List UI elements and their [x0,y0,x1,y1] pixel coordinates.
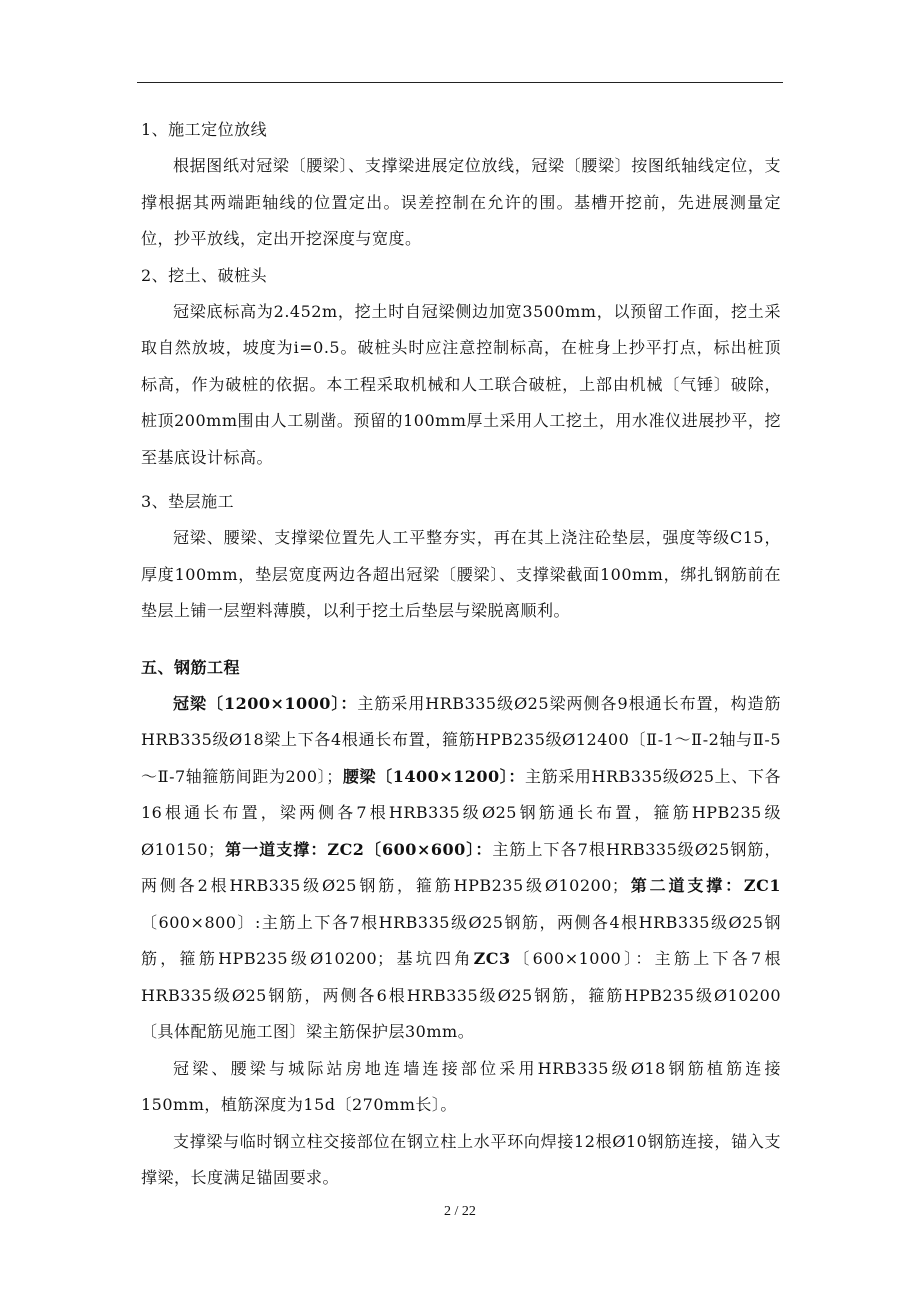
bold-term: ZC3 [473,949,511,968]
section-heading: 2、挖土、破桩头 [141,265,268,285]
bold-term: 第二道支撑：ZC1 [628,876,781,895]
paragraph: 支撑梁与临时钢立柱交接部位在钢立柱上水平环向焊接12根Ø10钢筋连接，锚入支撑梁，长度满足锚固要求。 [141,1131,781,1187]
header-rule [137,82,783,83]
text-run: 主筋上下各7根HRB335级Ø25钢筋，两侧各2根HRB335级Ø25钢筋，箍筋HPB235级Ø10200； [141,839,781,895]
paragraph: 根据图纸对冠梁〔腰梁〕、支撑梁进展定位放线，冠梁〔腰梁〕按图纸轴线定位，支撑根据其两端距轴线的位置定出。误差控制在允许的围。基槽开挖前，先进展测量定位，抄平放线，定出开挖深度与宽度。 [141,156,781,248]
paragraph: 冠梁、腰梁、支撑梁位置先人工平整夯实，再在其上浇注砼垫层，强度等级C15，厚度100mm，垫层宽度两边各超出冠梁〔腰梁〕、支撑梁截面100mm，绑扎钢筋前在垫层上铺一层塑料薄膜，以利于挖土后垫层与梁脱离顺利。 [141,528,781,620]
section-heading: 3、垫层施工 [141,492,235,511]
chapter-heading: 五、钢筋工程 [141,657,241,677]
bold-term: 第一道支撑：ZC2〔600×600〕： [224,839,493,859]
section-heading: 1、施工定位放线 [141,120,268,139]
page-number: 2 / 22 [444,1204,476,1219]
text-run: 〔600×1000〕：主筋上下各7根HRB335级Ø25钢筋，两侧各6根HRB335级Ø25钢筋，箍筋HPB235级Ø10200〔具体配筋见施工图〕梁主筋保护层30mm。 [141,949,781,1041]
bold-term: 腰梁〔1400×1200〕： [342,766,526,786]
text-run: 主筋采用HRB335级Ø25上、下各16根通长布置，梁两侧各7根HRB335级Ø25钢筋通长布置，箍筋HPB235级Ø10150； [141,766,781,859]
bold-term: 冠梁〔1200×1000〕： [173,693,358,713]
text-run: 主筋采用HRB335级Ø25梁两侧各9根通长布置，构造筋HRB335级Ø18梁上下各4根通长布置，箍筋HPB235级Ø12400〔Ⅱ-1～Ⅱ-2轴与Ⅱ-5～Ⅱ-7轴箍筋间距为200〕； [141,693,781,786]
text-run: 〔600×800〕:主筋上下各7根HRB335级Ø25钢筋，两侧各4根HRB335级Ø25钢筋，箍筋HPB235级Ø10200；基坑四角 [141,912,781,968]
paragraph [141,686,781,1051]
page-content [141,112,781,1197]
paragraph: 冠梁、腰梁与城际站房地连墙连接部位采用HRB335级Ø18钢筋植筋连接150mm，植筋深度为15d〔270mm长〕。 [141,1058,781,1114]
paragraph: 冠梁底标高为2.452m，挖土时自冠梁侧边加宽3500mm，以预留工作面，挖土采取自然放坡，坡度为i=0.5。破桩头时应注意控制标高，在桩身上抄平打点，标出桩顶标高，作为破桩的依据。本工程采取机械和人工联合破桩，上部由机械〔气锤〕破除，桩顶200mm围由人工剔凿。预留的100mm厚土采用人工挖土，用水准仪进展抄平，挖至基底设计标高。 [141,301,781,467]
